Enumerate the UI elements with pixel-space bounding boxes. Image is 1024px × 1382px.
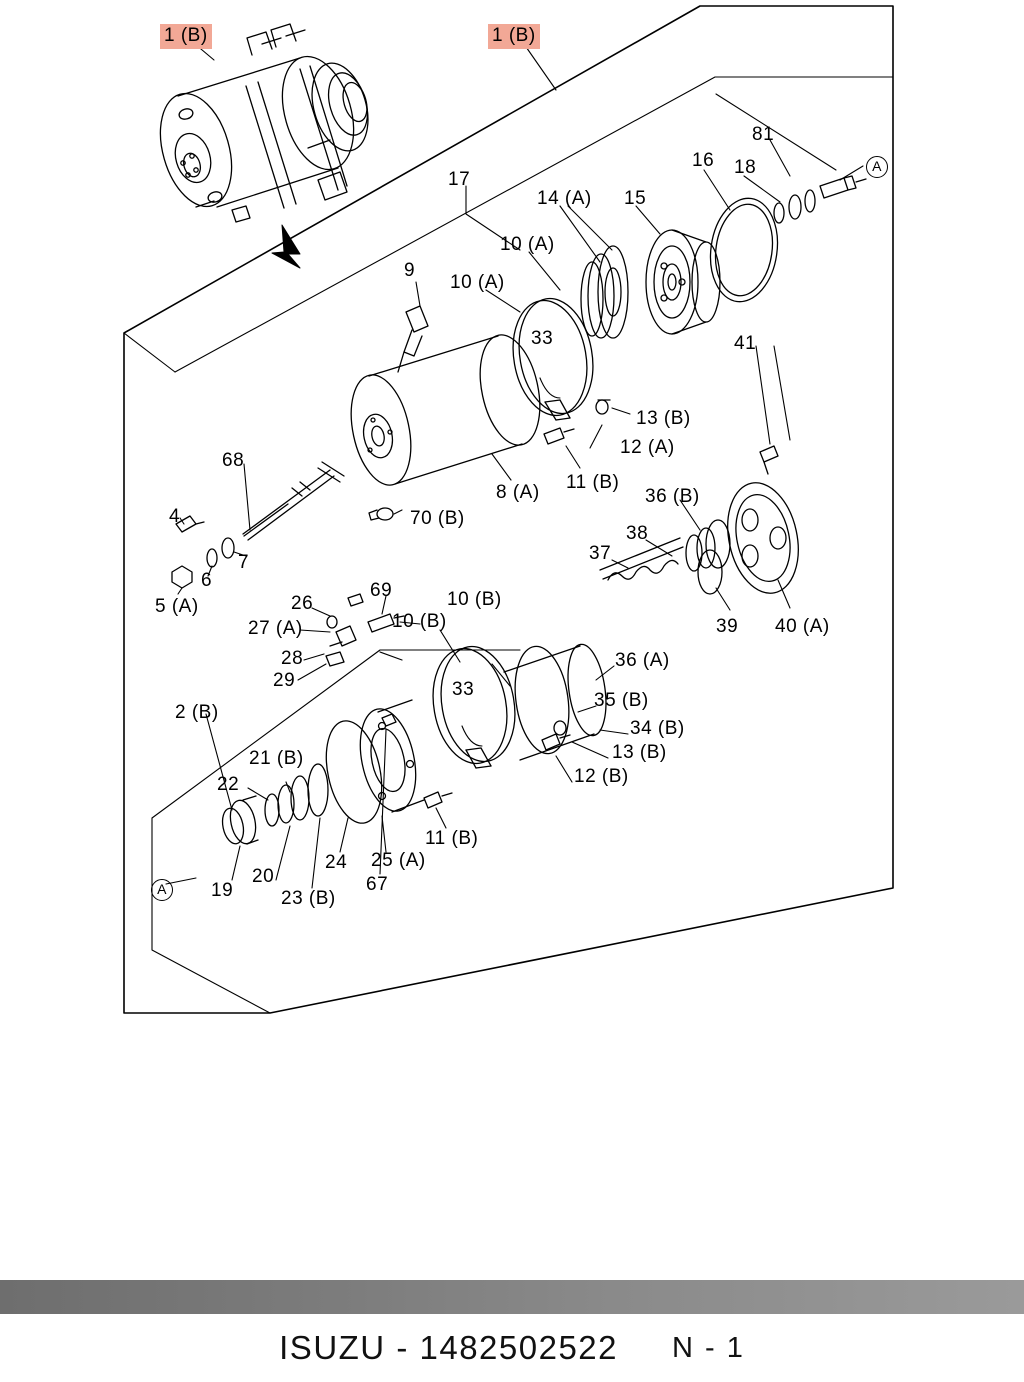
callout-41: 41	[734, 333, 757, 354]
footer-manufacturer: ISUZU	[279, 1329, 386, 1366]
callout-19: 19	[211, 880, 234, 901]
callout-16: 16	[692, 150, 715, 171]
callout-20: 20	[252, 866, 275, 887]
callout-11-b: 11 (B)	[566, 472, 620, 493]
callout-18: 18	[734, 157, 757, 178]
callout-33: 33	[531, 328, 554, 349]
footer-content	[0, 1314, 1024, 1382]
callout-10-a: 10 (A)	[450, 272, 505, 293]
callout-7: 7	[238, 552, 250, 573]
callout-17: 17	[448, 169, 471, 190]
footer-page-label: N - 1	[672, 1331, 745, 1364]
callout-12-a: 12 (A)	[620, 437, 675, 458]
callout-28: 28	[281, 648, 304, 669]
callout-22: 22	[217, 774, 240, 795]
footer-part-number	[279, 1329, 618, 1367]
callout-9: 9	[404, 260, 416, 281]
callout-5-a: 5 (A)	[155, 596, 199, 617]
callout-11-b: 11 (B)	[425, 828, 479, 849]
callout-2-b: 2 (B)	[175, 702, 219, 723]
callout-21-b: 21 (B)	[249, 748, 304, 769]
callout-40-a: 40 (A)	[775, 616, 830, 637]
callout-34-b: 34 (B)	[630, 718, 685, 739]
callout-81: 81	[752, 124, 775, 145]
callout-33: 33	[452, 679, 475, 700]
callout-1-b: 1 (B)	[160, 24, 212, 49]
footer-gradient-band	[0, 1280, 1024, 1314]
callout-a: A	[151, 879, 173, 901]
callout-10-b: 10 (B)	[392, 611, 447, 632]
callout-35-b: 35 (B)	[594, 690, 649, 711]
footer-bar	[0, 1280, 1024, 1382]
callout-a: A	[866, 156, 888, 178]
callout-10-b: 10 (B)	[447, 589, 502, 610]
callout-1-b: 1 (B)	[488, 24, 540, 49]
callout-13-b: 13 (B)	[636, 408, 691, 429]
callout-27-a: 27 (A)	[248, 618, 303, 639]
callout-25-a: 25 (A)	[371, 850, 426, 871]
callout-29: 29	[273, 670, 296, 691]
callout-6: 6	[201, 570, 213, 591]
callout-37: 37	[589, 543, 612, 564]
footer-separator: -	[396, 1329, 409, 1366]
callout-70-b: 70 (B)	[410, 508, 465, 529]
callout-10-a: 10 (A)	[500, 234, 555, 255]
callout-23-b: 23 (B)	[281, 888, 336, 909]
callout-38: 38	[626, 523, 649, 544]
callout-12-b: 12 (B)	[574, 766, 629, 787]
footer-part-code: 1482502522	[419, 1329, 619, 1366]
callout-26: 26	[291, 593, 314, 614]
callout-14-a: 14 (A)	[537, 188, 592, 209]
callout-15: 15	[624, 188, 647, 209]
callout-8-a: 8 (A)	[496, 482, 540, 503]
callout-69: 69	[370, 580, 393, 601]
callout-39: 39	[716, 616, 739, 637]
callout-36-b: 36 (B)	[645, 486, 700, 507]
callout-67: 67	[366, 874, 389, 895]
callout-68: 68	[222, 450, 245, 471]
callout-13-b: 13 (B)	[612, 742, 667, 763]
callout-24: 24	[325, 852, 348, 873]
callout-36-a: 36 (A)	[615, 650, 670, 671]
callout-4: 4	[169, 506, 181, 527]
